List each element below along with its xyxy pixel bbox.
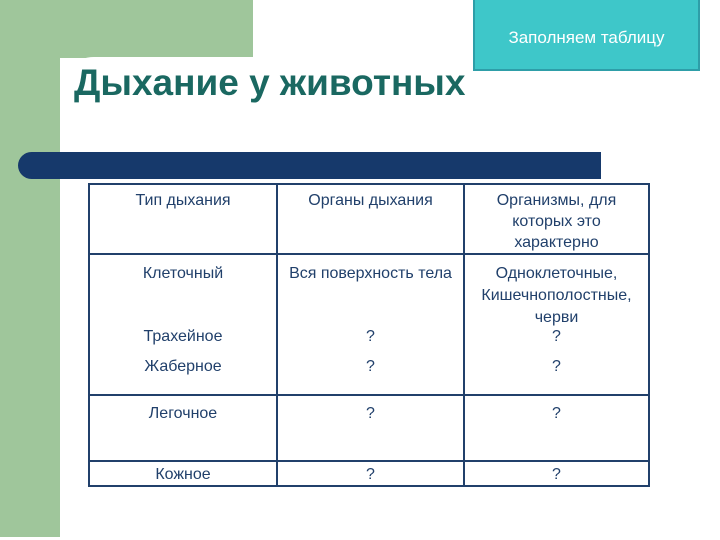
note-badge-label: Заполняем таблицу	[508, 27, 665, 47]
slide-title: Дыхание у животных	[74, 62, 466, 103]
green-accent-strip	[0, 0, 60, 537]
cell-line: Трахейное	[143, 328, 223, 345]
cell-line: ?	[552, 358, 561, 375]
table-cell: ?	[464, 395, 649, 461]
cell-line: Жаберное	[144, 358, 222, 375]
respiration-table	[88, 183, 650, 487]
table-cell	[89, 254, 277, 395]
table-row-lung	[89, 395, 649, 461]
table-cell: Кожное	[89, 461, 277, 486]
table-cell	[464, 254, 649, 395]
cell-line: ?	[366, 328, 375, 345]
table-cell: Легочное	[89, 395, 277, 461]
table-header-row	[89, 184, 649, 254]
note-badge	[473, 0, 700, 71]
cell-line: ?	[366, 358, 375, 375]
cell-line: Клеточный	[142, 265, 224, 282]
table-cell	[277, 254, 464, 395]
table-row-merged	[89, 254, 649, 395]
divider-bar	[18, 152, 601, 179]
cell-line: ?	[552, 328, 561, 345]
table-cell: ?	[464, 461, 649, 486]
header-cell-organs: Органы дыхания	[277, 184, 464, 254]
header-cell-type: Тип дыхания	[89, 184, 277, 254]
table-cell: ?	[277, 461, 464, 486]
cell-line: Вся поверхность тела	[289, 265, 452, 282]
table-row-skin	[89, 461, 649, 486]
header-cell-organisms: Организмы, для которых это характерно	[464, 184, 649, 254]
cell-line: Одноклеточные, Кишечнополостные, черви	[481, 265, 632, 326]
table-cell: ?	[277, 395, 464, 461]
